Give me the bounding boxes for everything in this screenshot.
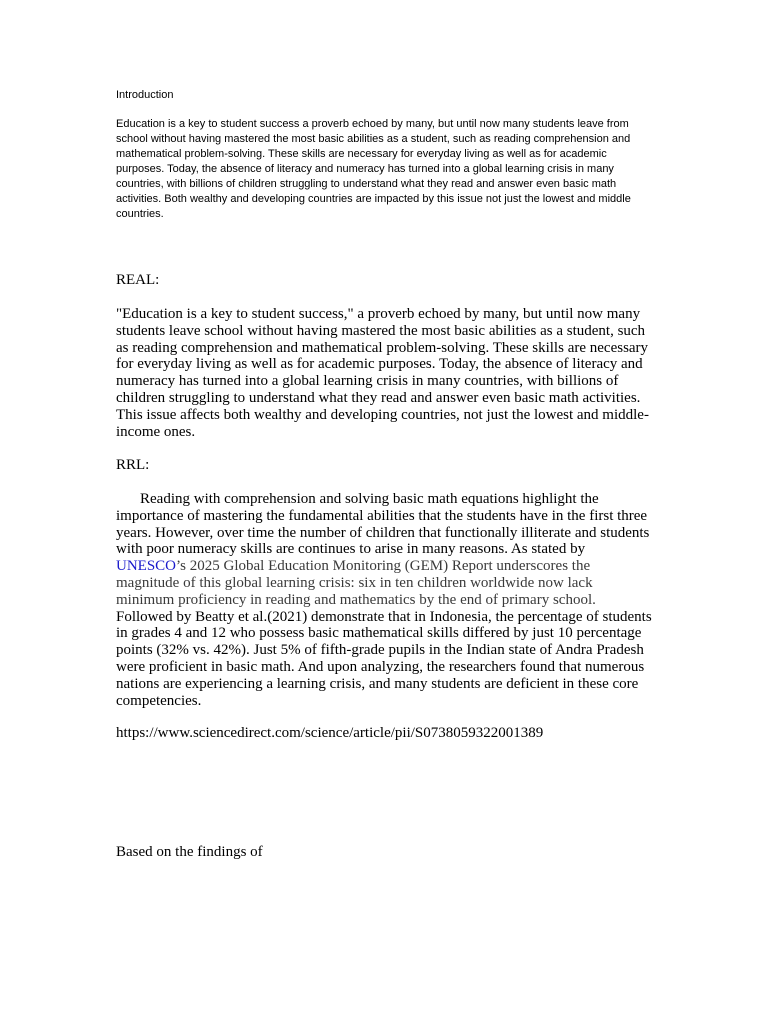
- unesco-link[interactable]: UNESCO: [116, 558, 177, 575]
- rrl-text-part2: ’s 2025 Global Education Monitoring (GEM) Report underscores the magnitude of this global learning crisis: six in ten children worldwide now lack minimum proficiency in reading and mathematics by the end of primary school.: [116, 558, 596, 608]
- rrl-heading: RRL:: [116, 457, 150, 473]
- closing-text: Based on the findings of: [116, 844, 263, 860]
- source-url: https://www.sciencedirect.com/science/article/pii/S0738059322001389: [116, 725, 544, 741]
- rrl-text-part1: Reading with comprehension and solving basic math equations highlight the importance of mastering the fundamental abilities that the students have in the first three years. However, over time the number of children that functionally illiterate and students with poor numeracy skills are continues to arise in many reasons. As stated by: [116, 491, 650, 558]
- real-heading: REAL:: [116, 272, 160, 288]
- introduction-paragraph: Education is a key to student success a proverb echoed by many, but until now many students leave from school without having mastered the most basic abilities as a student, such as reading comprehension and mathematical problem-solving. These skills are necessary for everyday living as well as for academic purposes. Today, the absence of literacy and numeracy has turned into a global learning crisis in many countries, with billions of children struggling to understand what they read and answer even basic math activities. Both wealthy and developing countries are impacted by this issue not just the lowest and middle countries.: [116, 118, 631, 220]
- rrl-paragraph: [116, 491, 652, 709]
- rrl-text-part3: Followed by Beatty et al.(2021) demonstrate that in Indonesia, the percentage of students in grades 4 and 12 who possess basic mathematical skills differed by just 10 percentage points (32% vs. 42%). Just 5% of fifth-grade pupils in the Indian state of Andra Pradesh were proficient in basic math. And upon analyzing, the researchers found that numerous nations are experiencing a learning crisis, and many students are deficient in these core competencies.: [116, 608, 652, 709]
- real-paragraph: "Education is a key to student success," a proverb echoed by many, but until now many students leave school without having mastered the most basic abilities as a student, such as reading comprehension and mathematical problem-solving. These skills are necessary for everyday living as well as for academic purposes. Today, the absence of literacy and numeracy has turned into a global learning crisis in many countries, with billions of children struggling to understand what they read and answer even basic math activities. This issue affects both wealthy and developing countries, not just the lowest and middle-income ones.: [116, 306, 649, 440]
- introduction-heading: Introduction: [116, 89, 174, 101]
